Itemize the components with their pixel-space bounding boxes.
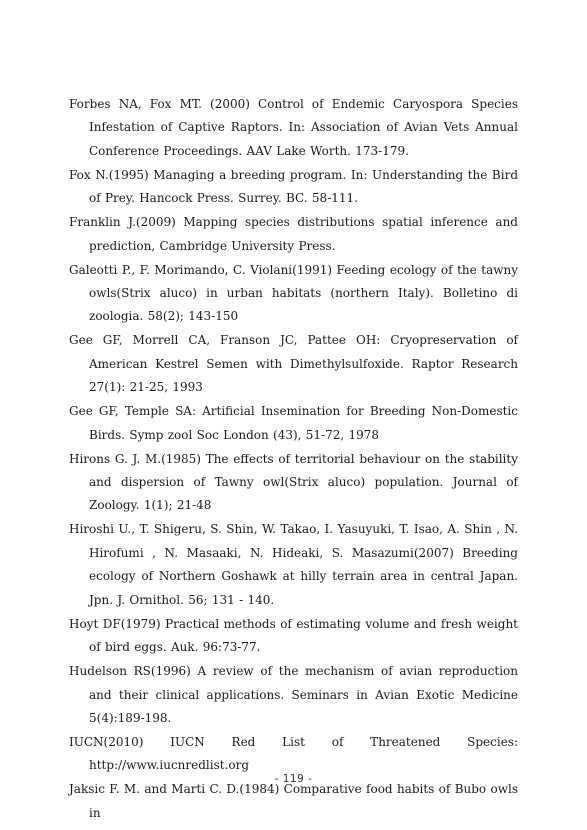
reference-entry: IUCN(2010) IUCN Red List of Threatened Species: http://www.iucnredlist.org bbox=[69, 734, 518, 773]
reference-entry: Hiroshi U., T. Shigeru, S. Shin, W. Takao, I. Yasuyuki, T. Isao, A. Shin , N. Hirofumi , N. Masaaki, N. Hideaki, S. Masazumi(2007) Breeding ecology of Northern Goshawk at hilly terrain area in central Japan. Jpn. J. Ornithol. 56; 131 - 140. bbox=[69, 522, 518, 607]
reference-entry: Hirons G. J. M.(1985) The effects of territorial behaviour on the stability and dispersion of Tawny owl(Strix aluco) population. Journal of Zoology. 1(1); 21-48 bbox=[69, 451, 518, 513]
reference-list bbox=[69, 93, 518, 826]
reference-entry: Fox N.(1995) Managing a breeding program. In: Understanding the Bird of Prey. Hancock Press. Surrey. BC. 58-111. bbox=[69, 167, 518, 206]
reference-entry: Forbes NA, Fox MT. (2000) Control of Endemic Caryospora Species Infestation of Captive Raptors. In: Association of Avian Vets Annual Conference Proceedings. AAV Lake Worth. 173-179. bbox=[69, 97, 518, 158]
reference-entry: Franklin J.(2009) Mapping species distributions spatial inference and prediction, Cambridge University Press. bbox=[69, 215, 518, 253]
page-number: - 119 - bbox=[274, 773, 313, 785]
reference-entry: Gee GF, Morrell CA, Franson JC, Pattee OH: Cryopreservation of American Kestrel Semen with Dimethylsulfoxide. Raptor Research 27(1): 21-25, 1993 bbox=[69, 333, 518, 395]
reference-entry: Gee GF, Temple SA: Artificial Insemination for Breeding Non-Domestic Birds. Symp zool Soc London (43), 51-72, 1978 bbox=[69, 404, 518, 442]
reference-entry: Hudelson RS(1996) A review of the mechanism of avian reproduction and their clinical applications. Seminars in Avian Exotic Medicine 5(4):189-198. bbox=[69, 664, 518, 725]
reference-entry: Galeotti P., F. Morimando, C. Violani(1991) Feeding ecology of the tawny owls(Strix aluco) in urban habitats (northern Italy). Bolletino di zoologia. 58(2); 143-150 bbox=[69, 262, 518, 324]
reference-entry: Jaksic F. M. and Marti C. D.(1984) Comparative food habits of Bubo owls in bbox=[69, 782, 518, 820]
reference-entry: Hoyt DF(1979) Practical methods of estimating volume and fresh weight of bird eggs. Auk. 96:73-77. bbox=[69, 616, 518, 655]
